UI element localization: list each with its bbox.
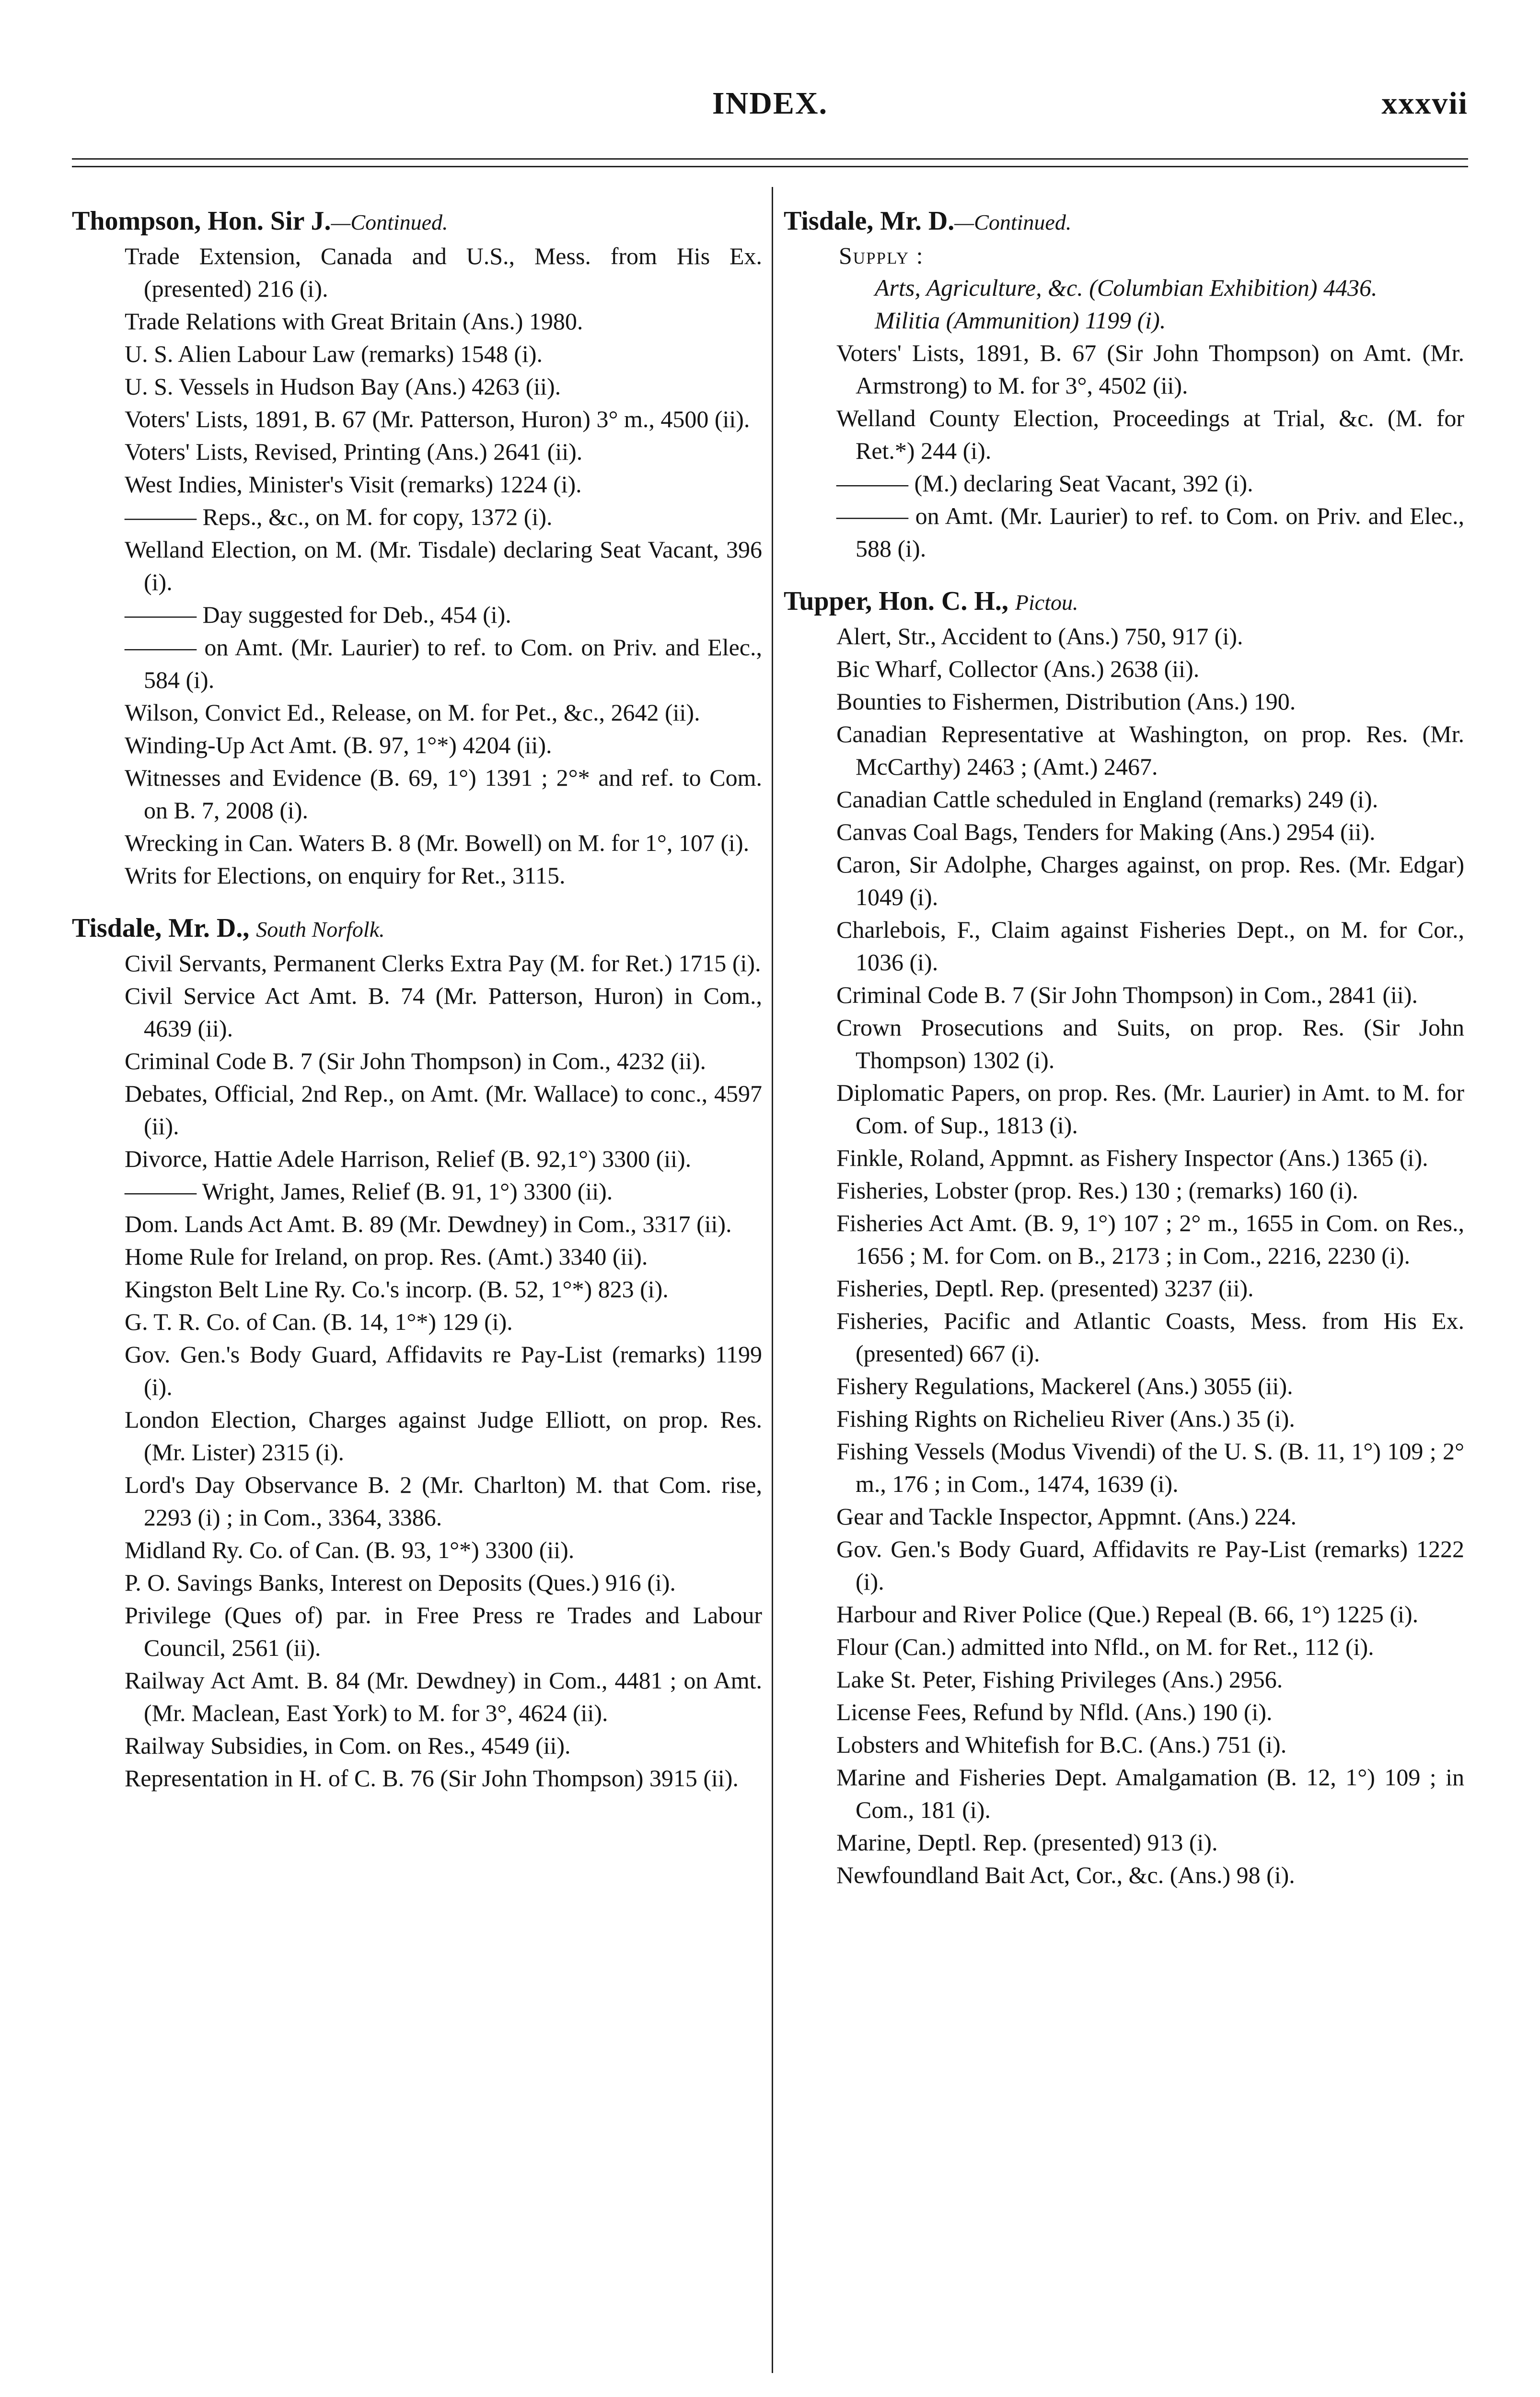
index-entry: ——— on Amt. (Mr. Laurier) to ref. to Com. on Priv. and Elec., 584 (i). [125,634,762,693]
index-entry: Kingston Belt Line Ry. Co.'s incorp. (B. 52, 1°*) 823 (i). [125,1276,669,1303]
heading-name: Tupper, Hon. C. H., [784,586,1008,616]
index-entry: P. O. Savings Banks, Interest on Deposits (Ques.) 916 (i). [125,1569,676,1596]
index-entry: Railway Act Amt. B. 84 (Mr. Dewdney) in Com., 4481 ; on Amt. (Mr. Maclean, East York) to M. for 3°, 4624 (ii). [125,1667,762,1726]
index-entry: Gear and Tackle Inspector, Appmnt. (Ans.) 224. [836,1503,1297,1530]
index-entry: Lobsters and Whitefish for B.C. (Ans.) 751 (i). [836,1731,1287,1758]
index-entry: Criminal Code B. 7 (Sir John Thompson) in Com., 2841 (ii). [836,981,1418,1008]
index-entry: Midland Ry. Co. of Can. (B. 93, 1°*) 3300 (ii). [125,1536,575,1563]
index-entry: Fishing Vessels (Modus Vivendi) of the U. S. (B. 11, 1°) 109 ; 2° m., 176 ; in Com., 1474, 1639 (i). [836,1438,1464,1497]
index-entry: Voters' Lists, 1891, B. 67 (Mr. Patterson, Huron) 3° m., 4500 (ii). [125,406,750,432]
index-entry: Flour (Can.) admitted into Nfld., on M. for Ret., 112 (i). [836,1633,1374,1660]
index-entry: ——— on Amt. (Mr. Laurier) to ref. to Com. on Priv. and Elec., 588 (i). [836,502,1464,562]
index-entry: Lord's Day Observance B. 2 (Mr. Charlton) M. that Com. rise, 2293 (i) ; in Com., 3364, 3386. [125,1471,762,1531]
index-entry: Gov. Gen.'s Body Guard, Affidavits re Pay-List (remarks) 1222 (i). [836,1536,1464,1595]
index-entry: Witnesses and Evidence (B. 69, 1°) 1391 ; 2°* and ref. to Com. on B. 7, 2008 (i). [125,764,762,824]
left-column [72,204,762,1794]
section-heading [72,204,762,240]
index-entry: Diplomatic Papers, on prop. Res. (Mr. Laurier) in Amt. to M. for Com. of Sup., 1813 (i). [836,1079,1464,1139]
index-entry: Welland County Election, Proceedings at Trial, &c. (M. for Ret.*) 244 (i). [836,405,1464,464]
index-entry: Debates, Official, 2nd Rep., on Amt. (Mr. Wallace) to conc., 4597 (ii). [125,1080,762,1140]
index-entry: Newfoundland Bait Act, Cor., &c. (Ans.) 98 (i). [836,1862,1295,1888]
index-entry: Winding-Up Act Amt. (B. 97, 1°*) 4204 (ii). [125,732,552,758]
index-entry: Canadian Cattle scheduled in England (remarks) 249 (i). [836,786,1378,813]
index-entry: Lake St. Peter, Fishing Privileges (Ans.) 2956. [836,1666,1283,1693]
page-title: INDEX. [712,86,828,121]
index-entry: Harbour and River Police (Que.) Repeal (B. 66, 1°) 1225 (i). [836,1601,1419,1628]
index-entry: Fishery Regulations, Mackerel (Ans.) 3055 (ii). [836,1373,1293,1399]
index-entry: ——— Wright, James, Relief (B. 91, 1°) 3300 (ii). [125,1178,613,1205]
index-entry: Wrecking in Can. Waters B. 8 (Mr. Bowell) on M. for 1°, 107 (i). [125,829,750,856]
index-entry: U. S. Vessels in Hudson Bay (Ans.) 4263 (ii). [125,373,561,400]
index-entry: Trade Extension, Canada and U.S., Mess. from His Ex. (presented) 216 (i). [125,243,762,302]
index-entry: Fisheries, Deptl. Rep. (presented) 3237 (ii). [836,1275,1254,1302]
index-section [72,204,762,892]
index-entry: Railway Subsidies, in Com. on Res., 4549 (ii). [125,1732,571,1759]
heading-riding: Pictou. [1015,590,1078,615]
supply-entry: Militia (Ammunition) 1199 (i). [875,307,1166,334]
index-entry: Privilege (Ques of) par. in Free Press re Trades and Labour Council, 2561 (ii). [125,1602,762,1661]
index-entry: Crown Prosecutions and Suits, on prop. Res. (Sir John Thompson) 1302 (i). [836,1014,1464,1073]
index-entry: Canvas Coal Bags, Tenders for Making (Ans.) 2954 (ii). [836,818,1376,845]
index-entry: Divorce, Hattie Adele Harrison, Relief (B. 92,1°) 3300 (ii). [125,1145,692,1172]
index-entry: London Election, Charges against Judge Elliott, on prop. Res. (Mr. Lister) 2315 (i). [125,1406,762,1466]
index-entry: Alert, Str., Accident to (Ans.) 750, 917 (i). [836,623,1243,650]
section-heading [784,204,1464,240]
index-entry: ——— Day suggested for Deb., 454 (i). [125,601,511,628]
index-entry: Charlebois, F., Claim against Fisheries Dept., on M. for Cor., 1036 (i). [836,916,1464,976]
right-column [784,204,1464,1891]
index-entry: U. S. Alien Labour Law (remarks) 1548 (i). [125,340,543,367]
heading-riding: South Norfolk. [256,917,385,942]
column-divider [772,187,773,2373]
index-entry: License Fees, Refund by Nfld. (Ans.) 190 (i). [836,1699,1273,1725]
index-entry: ——— Reps., &c., on M. for copy, 1372 (i). [125,503,553,530]
index-section [784,204,1464,565]
page-header [0,85,1540,143]
heading-continued: —Continued. [954,210,1072,234]
index-entry: Welland Election, on M. (Mr. Tisdale) declaring Seat Vacant, 396 (i). [125,536,762,595]
supply-label: Supply : [839,242,924,269]
header-rule-top [72,158,1468,160]
index-section [72,911,762,1794]
index-entry: Fisheries, Pacific and Atlantic Coasts, Mess. from His Ex. (presented) 667 (i). [836,1307,1464,1367]
index-entry: Representation in H. of C. B. 76 (Sir John Thompson) 3915 (ii). [125,1765,739,1792]
index-entry: Caron, Sir Adolphe, Charges against, on prop. Res. (Mr. Edgar) 1049 (i). [836,851,1464,910]
index-entry: West Indies, Minister's Visit (remarks) 1224 (i). [125,471,582,498]
index-section [784,584,1464,1891]
index-entry: Civil Service Act Amt. B. 74 (Mr. Patterson, Huron) in Com., 4639 (ii). [125,982,762,1042]
index-entry: Marine, Deptl. Rep. (presented) 913 (i). [836,1829,1218,1856]
index-entry: Finkle, Roland, Appmnt. as Fishery Inspector (Ans.) 1365 (i). [836,1144,1428,1171]
section-heading [784,584,1464,620]
index-entry: Wilson, Convict Ed., Release, on M. for Pet., &c., 2642 (ii). [125,699,700,726]
heading-name: Tisdale, Mr. D., [72,913,250,943]
index-entry: Voters' Lists, Revised, Printing (Ans.) 2641 (ii). [125,438,583,465]
index-entry: G. T. R. Co. of Can. (B. 14, 1°*) 129 (i). [125,1308,513,1335]
index-entry: Fisheries Act Amt. (B. 9, 1°) 107 ; 2° m., 1655 in Com. on Res., 1656 ; M. for Com. on B., 2173 ; in Com., 2216, 2230 (i). [836,1210,1464,1269]
header-rule-bottom [72,166,1468,167]
section-heading [72,911,762,947]
supply-entry: Arts, Agriculture, &c. (Columbian Exhibition) 4436. [875,274,1378,301]
index-entry: Voters' Lists, 1891, B. 67 (Sir John Thompson) on Amt. (Mr. Armstrong) to M. for 3°, 4502 (ii). [836,339,1464,399]
page-number: xxxvii [1381,86,1468,121]
index-entry: Writs for Elections, on enquiry for Ret., 3115. [125,862,566,889]
index-entry: Marine and Fisheries Dept. Amalgamation (B. 12, 1°) 109 ; in Com., 181 (i). [836,1764,1464,1823]
index-entry: Gov. Gen.'s Body Guard, Affidavits re Pay-List (remarks) 1199 (i). [125,1341,762,1400]
heading-name: Tisdale, Mr. D. [784,206,955,236]
heading-continued: —Continued. [331,210,448,234]
index-entry: Trade Relations with Great Britain (Ans.) 1980. [125,308,583,335]
index-entry: ——— (M.) declaring Seat Vacant, 392 (i). [836,470,1253,497]
heading-name: Thompson, Hon. Sir J. [72,206,331,236]
index-entry: Bic Wharf, Collector (Ans.) 2638 (ii). [836,655,1200,682]
index-entry: Criminal Code B. 7 (Sir John Thompson) in Com., 4232 (ii). [125,1047,706,1074]
index-entry: Civil Servants, Permanent Clerks Extra Pay (M. for Ret.) 1715 (i). [125,950,761,977]
index-entry: Home Rule for Ireland, on prop. Res. (Amt.) 3340 (ii). [125,1243,648,1270]
index-entry: Bounties to Fishermen, Distribution (Ans.) 190. [836,688,1296,715]
index-entry: Fisheries, Lobster (prop. Res.) 130 ; (remarks) 160 (i). [836,1177,1358,1204]
index-entry: Dom. Lands Act Amt. B. 89 (Mr. Dewdney) in Com., 3317 (ii). [125,1210,732,1237]
index-entry: Fishing Rights on Richelieu River (Ans.) 35 (i). [836,1405,1295,1432]
index-entry: Canadian Representative at Washington, on prop. Res. (Mr. McCarthy) 2463 ; (Amt.) 2467. [836,721,1464,780]
